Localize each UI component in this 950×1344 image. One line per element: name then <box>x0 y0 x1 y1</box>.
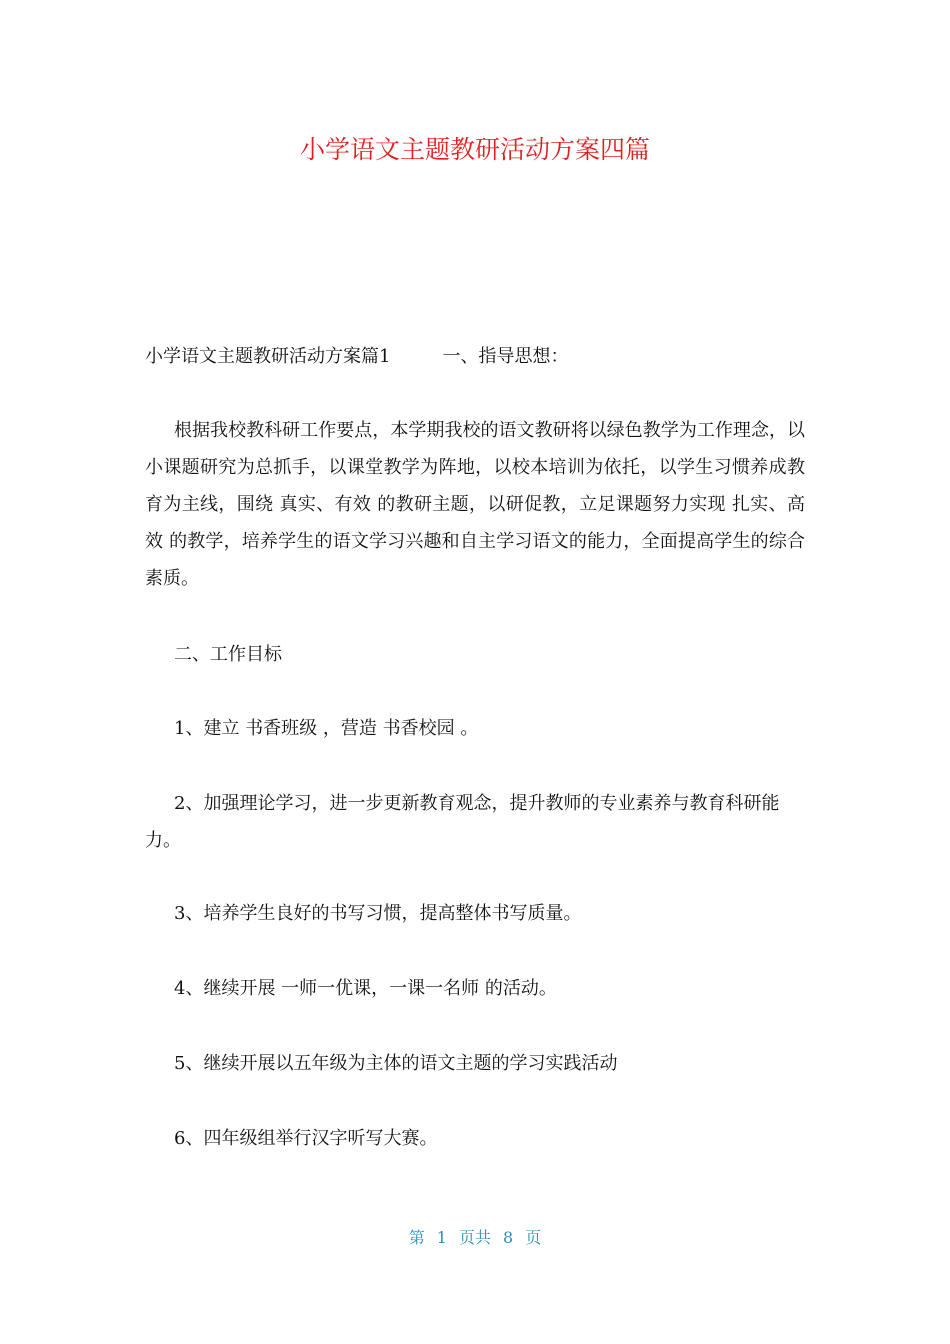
goal-item: 1、建立 书香班级 ，营造 书香校园 。 <box>174 718 479 739</box>
document-title: 小学语文主题教研活动方案四篇 <box>299 135 650 164</box>
goal-item: 3、培养学生良好的书写习惯，提高整体书写质量。 <box>174 903 582 924</box>
current-page-number: 1 <box>436 1228 447 1247</box>
section-heading-line <box>145 338 805 375</box>
subheading-guiding-ideas: 一、指导思想： <box>442 346 569 367</box>
section-heading: 小学语文主题教研活动方案篇1 <box>145 346 391 367</box>
page-label-suffix: 页 <box>525 1228 542 1247</box>
goal-item: 2、加强理论学习，进一步更新教育观念，提升教师的专业素养与教育科研能力。 <box>145 793 780 851</box>
page-number-footer <box>0 1225 950 1248</box>
goal-item: 4、继续开展 一师一优课，一课一名师 的活动。 <box>174 978 557 999</box>
subheading-work-goals: 二、工作目标 <box>174 644 282 665</box>
paragraph-guiding-ideas: 根据我校教科研工作要点，本学期我校的语文教研将以绿色教学为工作理念，以小课题研究为总抓手，以课堂教学为阵地，以校本培训为依托，以学生习惯养成教育为主线，围绕 真实、有效 的教研主题，以研促教，立足课题努力实现 扎实、高效 的教学，培养学生的语文学习兴趣和自主学习语文的能力，全面提高学生的综合素质。 <box>145 420 805 589</box>
page-label-mid: 页共 <box>458 1228 491 1247</box>
goal-item: 6、四年级组举行汉字听写大赛。 <box>174 1128 438 1149</box>
goal-item: 5、继续开展以五年级为主体的语文主题的学习实践活动 <box>174 1053 618 1074</box>
total-pages-number: 8 <box>503 1228 514 1247</box>
page-label-prefix: 第 <box>408 1228 425 1247</box>
